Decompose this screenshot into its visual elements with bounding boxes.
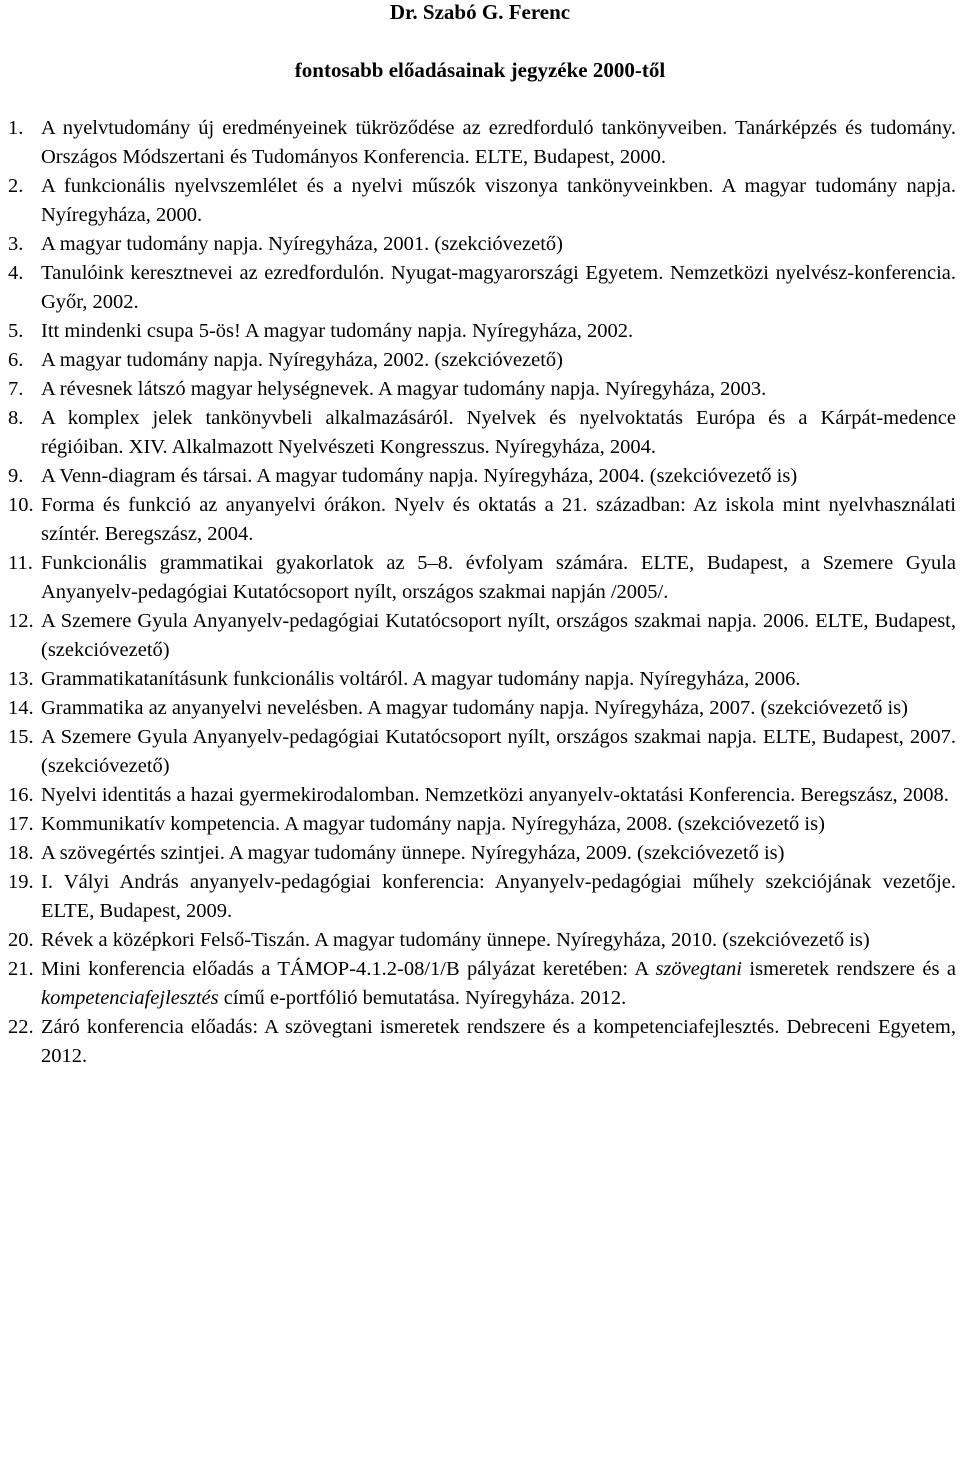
lecture-text-part: A komplex jelek tankönyvbeli alkalmazásáról. Nyelvek és nyelvoktatás Európa és a Kárpát-medence régióiban. XIV. Alkalmazott Nyelvészeti Kongresszus. Nyíregyháza, 2004. [41,407,956,458]
lecture-text [41,723,956,781]
lecture-item [8,607,956,665]
lecture-number: 13. [8,668,34,690]
lecture-number: 15. [8,726,34,748]
lecture-text-part: A Venn-diagram és társai. A magyar tudomány napja. Nyíregyháza, 2004. (szekcióvezető is) [41,465,798,487]
lecture-item [8,839,956,868]
lecture-text-part: Kommunikatív kompetencia. A magyar tudomány napja. Nyíregyháza, 2008. (szekcióvezető is) [41,813,825,835]
lecture-text [41,404,956,462]
lecture-item [8,404,956,462]
lecture-item [8,781,956,810]
lecture-text-italic: szövegtani [655,958,742,980]
lecture-item [8,172,956,230]
lecture-text [41,781,956,810]
lecture-text [41,694,956,723]
lecture-number: 16. [8,784,34,806]
lecture-text [41,955,956,1013]
lecture-text [41,230,956,259]
lecture-number: 22. [8,1016,34,1038]
lecture-text-part: ismeretek rendszere és a [742,958,956,980]
lecture-text-part: Záró konferencia előadás: A szövegtani ismeretek rendszere és a kompetenciafejlesztés. Debreceni Egyetem, 2012. [41,1016,956,1067]
lecture-item [8,375,956,404]
lecture-text-part: A magyar tudomány napja. Nyíregyháza, 2001. (szekcióvezető) [41,233,563,255]
lecture-text-part: A nyelvtudomány új eredményeinek tükröződése az ezredforduló tankönyveiben. Tanárképzés és tudomány. Országos Módszertani és Tudományos Konferencia. ELTE, Budapest, 2000. [41,117,956,168]
lecture-number: 8. [8,407,24,429]
lecture-number: 5. [8,320,24,342]
lecture-number: 17. [8,813,34,835]
lecture-number: 18. [8,842,34,864]
lecture-number: 19. [8,871,34,893]
lecture-item [8,694,956,723]
lecture-text-part: Forma és funkció az anyanyelvi órákon. Nyelv és oktatás a 21. században: Az iskola mint nyelvhasználati színtér. Beregszász, 2004. [41,494,956,545]
lecture-text [41,607,956,665]
lecture-text-part: Tanulóink keresztnevei az ezredfordulón. Nyugat-magyarországi Egyetem. Nemzetközi nyelvész-konferencia. Győr, 2002. [41,262,956,313]
lecture-number: 2. [8,175,24,197]
lecture-item [8,114,956,172]
lecture-text-part: Funkcionális grammatikai gyakorlatok az 5–8. évfolyam számára. ELTE, Budapest, a Szemere Gyula Anyanyelv-pedagógiai Kutatócsoport nyílt, országos szakmai napján /2005/. [41,552,956,603]
lecture-text [41,926,956,955]
lecture-text [41,114,956,172]
lecture-item [8,462,956,491]
lecture-text [41,549,956,607]
lecture-item [8,259,956,317]
lecture-number: 11. [8,552,33,574]
lecture-item [8,1013,956,1071]
lecture-text [41,462,956,491]
lecture-text [41,346,956,375]
lecture-item [8,491,956,549]
lecture-text-part: Itt mindenki csupa 5-ös! A magyar tudomány napja. Nyíregyháza, 2002. [41,320,634,342]
lecture-number: 12. [8,610,34,632]
lecture-text-part: Grammatika az anyanyelvi nevelésben. A magyar tudomány napja. Nyíregyháza, 2007. (szekcióvezető is) [41,697,908,719]
lecture-text-part: Grammatikatanításunk funkcionális voltáról. A magyar tudomány napja. Nyíregyháza, 2006. [41,668,801,690]
document-author-title: Dr. Szabó G. Ferenc [389,0,571,24]
lecture-text [41,839,956,868]
lecture-number: 7. [8,378,24,400]
lecture-text [41,259,956,317]
lecture-text-part: A Szemere Gyula Anyanyelv-pedagógiai Kutatócsoport nyílt, országos szakmai napja. 2006. ELTE, Budapest, (szekcióvezető) [41,610,956,661]
lecture-item [8,549,956,607]
lecture-text [41,491,956,549]
lecture-text-part: A Szemere Gyula Anyanyelv-pedagógiai Kutatócsoport nyílt, országos szakmai napja. ELTE, Budapest, 2007. (szekcióvezető) [41,726,956,777]
lecture-text-part: Mini konferencia előadás a TÁMOP-4.1.2-08/1/B pályázat keretében: A [41,958,656,980]
lecture-text-part: című e-portfólió bemutatása. Nyíregyháza. 2012. [218,987,627,1009]
lecture-text-part: A révesnek látszó magyar helységnevek. A magyar tudomány napja. Nyíregyháza, 2003. [41,378,767,400]
lecture-list [8,114,956,1071]
document-subtitle: fontosabb előadásainak jegyzéke 2000-től [294,58,666,82]
lecture-number: 21. [8,958,34,980]
lecture-text [41,810,956,839]
lecture-text-part: Nyelvi identitás a hazai gyermekirodalomban. Nemzetközi anyanyelv-oktatási Konferencia. Beregszász, 2008. [41,784,949,806]
lecture-number: 14. [8,697,34,719]
lecture-item [8,955,956,1013]
lecture-number: 1. [8,117,24,139]
lecture-item [8,723,956,781]
lecture-text [41,665,956,694]
lecture-text [41,317,956,346]
lecture-number: 20. [8,929,34,951]
lecture-item [8,346,956,375]
lecture-text-part: A funkcionális nyelvszemlélet és a nyelvi műszók viszonya tankönyveinkben. A magyar tudomány napja. Nyíregyháza, 2000. [41,175,956,226]
lecture-item [8,317,956,346]
lecture-text [41,868,956,926]
lecture-item [8,926,956,955]
lecture-item [8,810,956,839]
lecture-text [41,1013,956,1071]
lecture-item [8,665,956,694]
lecture-number: 6. [8,349,24,371]
lecture-number: 4. [8,262,24,284]
lecture-text-part: I. Vályi András anyanyelv-pedagógiai konferencia: Anyanyelv-pedagógiai műhely szekciójának vezetője. ELTE, Budapest, 2009. [41,871,956,922]
lecture-text-part: A magyar tudomány napja. Nyíregyháza, 2002. (szekcióvezető) [41,349,563,371]
lecture-text [41,375,956,404]
lecture-number: 10. [8,494,34,516]
lecture-item [8,868,956,926]
lecture-item [8,230,956,259]
lecture-text-italic: kompetenciafejlesztés [41,987,219,1009]
lecture-text-part: A szövegértés szintjei. A magyar tudomány ünnepe. Nyíregyháza, 2009. (szekcióvezető is) [41,842,785,864]
lecture-number: 3. [8,233,24,255]
lecture-number: 9. [8,465,24,487]
lecture-text-part: Révek a középkori Felső-Tiszán. A magyar tudomány ünnepe. Nyíregyháza, 2010. (szekcióvezető is) [41,929,870,951]
lecture-text [41,172,956,230]
